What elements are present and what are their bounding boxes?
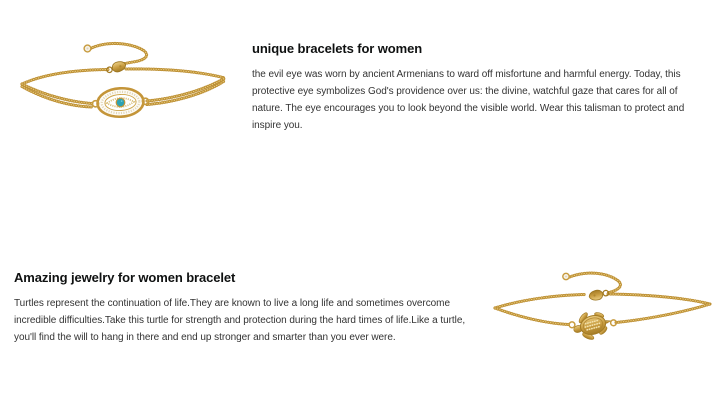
turtle-charm xyxy=(570,306,614,345)
extension-chain xyxy=(84,43,146,64)
turtle-bracelet-image xyxy=(492,258,717,403)
lobster-clasp xyxy=(588,288,609,302)
connector-ring xyxy=(569,322,575,328)
turtle-bracelet-icon xyxy=(492,258,717,403)
extension-chain xyxy=(563,273,621,293)
section-heading: unique bracelets for women xyxy=(252,41,423,56)
section-body: the evil eye was worn by ancient Armenians to ward off misfortune and harmful energy. Today, this protective eye symbolizes God's providence over us: the divine, watchful gaze that cares for all of nature. The eye encourages you to look beyond the visible world. Wear this talisman to protect and inspire you. xyxy=(252,69,685,131)
evil-eye-bracelet-icon xyxy=(18,10,238,160)
section-body: Turtles represent the continuation of life.They are known to live a long life and sometimes overcome incredible difficulties.Take this turtle for strength and protection during the hard times of life.Like a turtle, you'll find the will to hang in there and end up stronger and smarter than you ever were. xyxy=(14,298,466,343)
evil-eye-bracelet-image xyxy=(18,10,238,160)
lobster-clasp xyxy=(105,60,127,75)
section-text-evil-eye xyxy=(252,41,710,134)
section-text-turtle xyxy=(14,270,482,346)
turquoise-eye-stone xyxy=(116,98,125,107)
evil-eye-charm xyxy=(97,87,144,118)
section-heading: Amazing jewelry for women bracelet xyxy=(14,270,236,285)
